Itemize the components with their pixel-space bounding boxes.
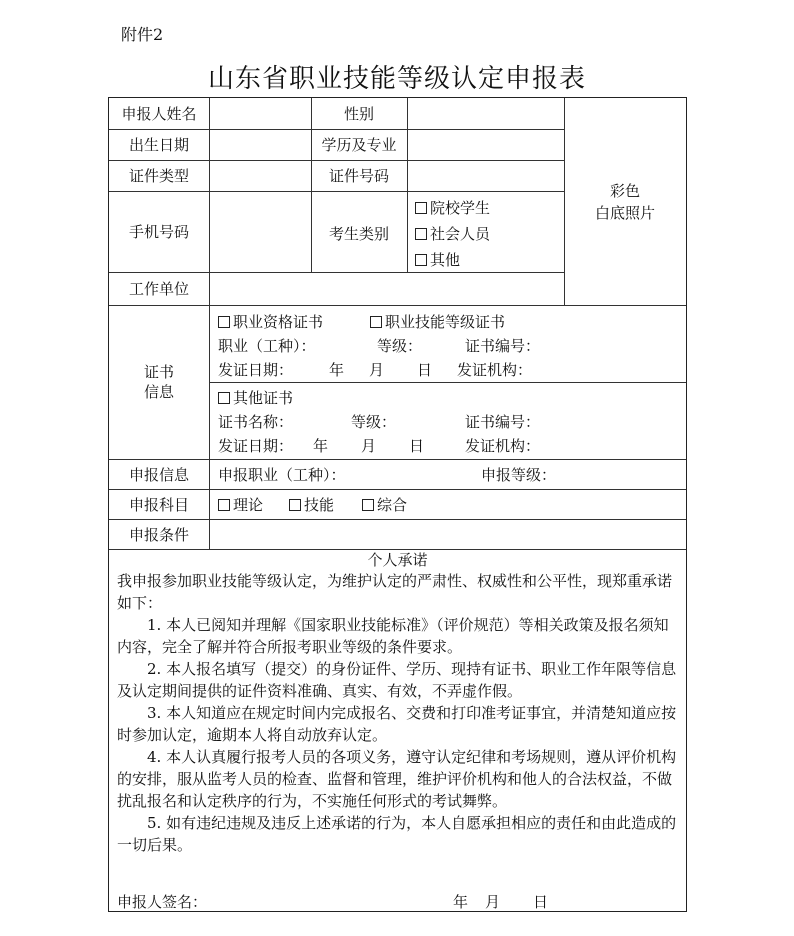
label-id-type: 证件类型: [128, 167, 189, 185]
photo-label-line2: 白底照片: [594, 204, 655, 222]
label-education-major: 学历及专业: [321, 136, 397, 154]
grid-line: [209, 98, 210, 549]
apply-occupation-label: 申报职业（工种）：: [218, 466, 346, 484]
label-apply-info: 申报信息: [128, 466, 189, 484]
checkbox-subject-theory[interactable]: 理论: [218, 496, 263, 514]
checkbox-other[interactable]: 其他: [415, 251, 460, 269]
cert2-name-label: 证书名称：: [218, 413, 294, 431]
signature-month: 月: [485, 893, 501, 911]
cert2-level-label: 等级：: [351, 413, 397, 431]
grid-line: [407, 98, 408, 272]
grid-line: [109, 459, 686, 460]
cert1-level-label: 等级：: [377, 337, 423, 355]
attachment-label: 附件2: [121, 25, 164, 44]
label-apply-subject: 申报科目: [128, 496, 189, 514]
pledge-intro: 我申报参加职业技能等级认定，为维护认定的严肃性、权威性和公平性，现郑重承诺如下：: [117, 572, 673, 612]
pledge-body: [117, 570, 680, 856]
photo-label-line1: 彩色: [609, 182, 640, 200]
pledge-item: 5. 如有违纪违规及违反上述承诺的行为，本人自愿承担相应的责任和由此造成的一切后果。: [117, 814, 677, 854]
grid-line: [109, 519, 686, 520]
cert2-year: 年: [313, 437, 329, 455]
checkbox-vocational-qualification-cert[interactable]: 职业资格证书: [218, 313, 323, 331]
label-cert-info-line2: 信息: [143, 383, 174, 401]
grid-line: [311, 98, 312, 272]
grid-line: [109, 191, 564, 192]
checkbox-social-person[interactable]: 社会人员: [415, 225, 490, 243]
checkbox-subject-skill[interactable]: 技能: [289, 496, 334, 514]
grid-line: [209, 382, 686, 383]
cert1-issue-date-label: 发证日期：: [218, 361, 294, 379]
form-title: 山东省职业技能等级认定申报表: [207, 64, 586, 94]
cert2-issuer-label: 发证机构：: [465, 437, 541, 455]
cert2-month: 月: [361, 437, 377, 455]
cert2-day: 日: [409, 437, 425, 455]
pledge-item: 3. 本人知道应在规定时间内完成报名、交费和打印准考证事宜，并清楚知道应按时参加认定，逾期本人将自动放弃认定。: [117, 704, 677, 744]
pledge-item: 4. 本人认真履行报考人员的各项义务，遵守认定纪律和考场规则，遵从评价机构的安排，服从监考人员的检查、监督和管理，维护评价机构和他人的合法权益，不做扰乱报名和认定秩序的行为，不实施任何形式的考试舞弊。: [117, 748, 677, 810]
checkbox-skill-level-cert[interactable]: 职业技能等级证书: [370, 313, 505, 331]
grid-line: [109, 272, 564, 273]
grid-line: [109, 160, 564, 161]
checkbox-college-student[interactable]: 院校学生: [415, 199, 490, 217]
pledge-title: 个人承诺: [367, 551, 428, 569]
cert1-cert-number-label: 证书编号：: [465, 337, 541, 355]
signature-label: 申报人签名：: [117, 893, 208, 911]
checkbox-subject-comprehensive[interactable]: 综合: [362, 496, 407, 514]
apply-level-label: 申报等级：: [481, 466, 557, 484]
grid-line: [109, 305, 686, 306]
label-birth-date: 出生日期: [128, 136, 189, 154]
label-candidate-type: 考生类别: [328, 225, 389, 243]
application-form-table: [108, 97, 687, 912]
cert1-day: 日: [417, 361, 433, 379]
cert2-cert-number-label: 证书编号：: [465, 413, 541, 431]
grid-line: [109, 549, 686, 550]
label-applicant-name: 申报人姓名: [121, 105, 197, 123]
cert1-year: 年: [329, 361, 345, 379]
label-phone: 手机号码: [128, 223, 189, 241]
checkbox-other-cert[interactable]: 其他证书: [218, 389, 293, 407]
pledge-item: 1. 本人已阅知并理解《国家职业技能标准》（评价规范）等相关政策及报名须知内容，完全了解并符合所报考职业等级的条件要求。: [117, 616, 669, 656]
cert1-issuer-label: 发证机构：: [457, 361, 533, 379]
label-work-unit: 工作单位: [128, 280, 189, 298]
cert2-issue-date-label: 发证日期：: [218, 437, 294, 455]
label-id-number: 证件号码: [328, 167, 389, 185]
cert1-occupation-label: 职业（工种）：: [218, 337, 316, 355]
grid-line: [564, 98, 565, 305]
cert1-month: 月: [369, 361, 385, 379]
pledge-item: 2. 本人报名填写（提交）的身份证件、学历、现持有证书、职业工作年限等信息及认定期间提供的证件资料准确、真实、有效，不弄虚作假。: [117, 660, 677, 700]
label-apply-condition: 申报条件: [128, 526, 189, 544]
label-cert-info-line1: 证书: [143, 363, 174, 381]
signature-year: 年: [453, 893, 469, 911]
grid-line: [109, 489, 686, 490]
label-gender: 性别: [343, 105, 374, 123]
signature-day: 日: [533, 893, 549, 911]
grid-line: [109, 129, 564, 130]
